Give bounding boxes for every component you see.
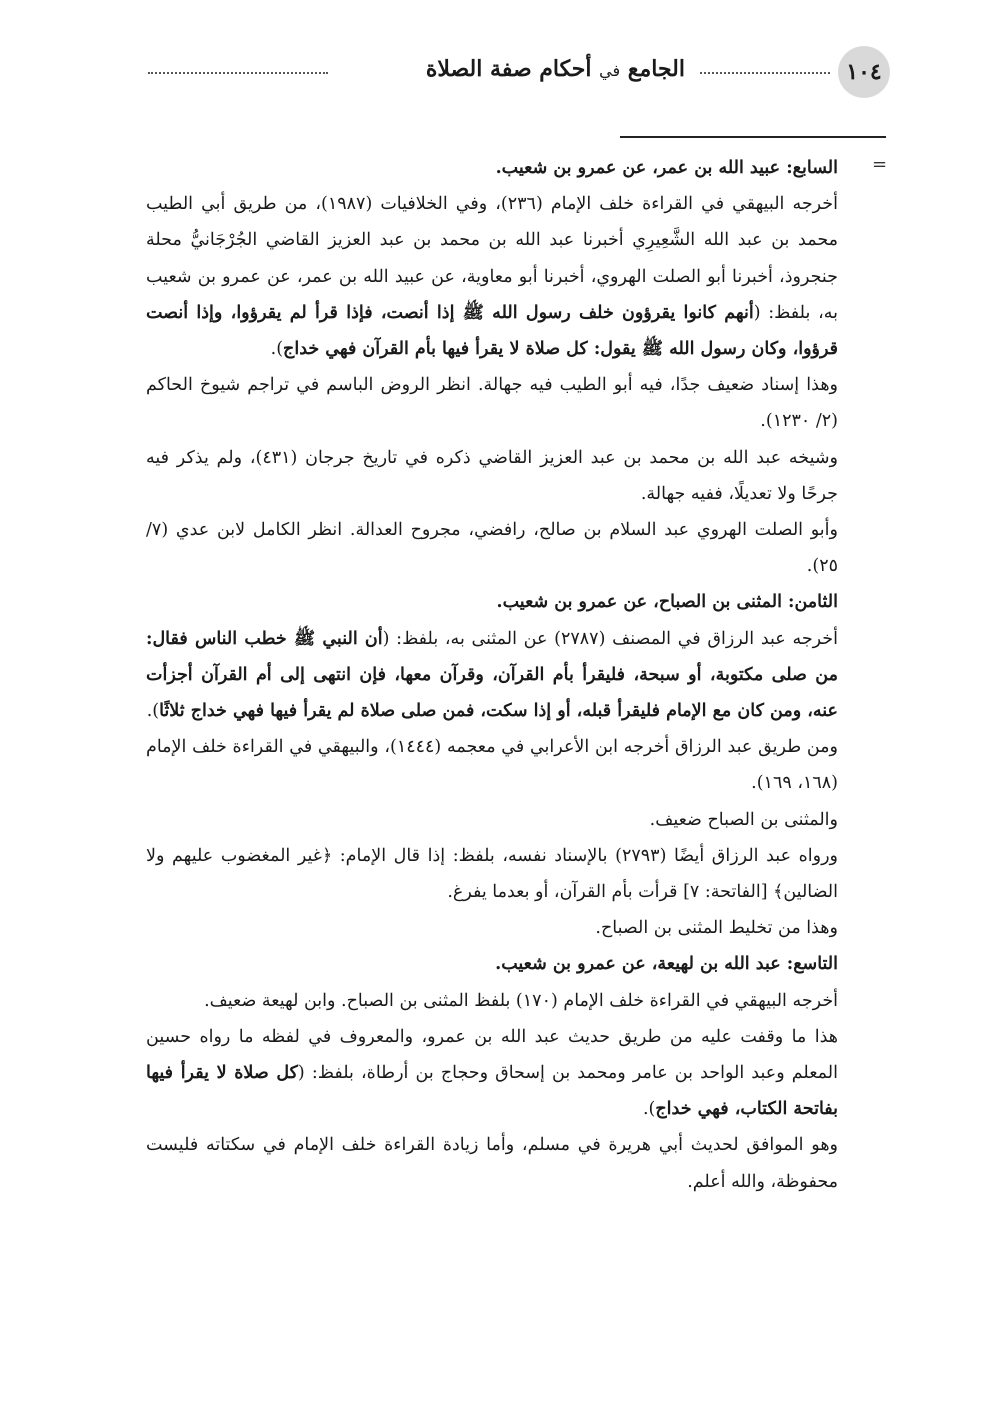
running-title-main: الجامع [620, 56, 685, 82]
section-heading-ninth: التاسع: عبد الله بن لهيعة، عن عمرو بن شعيب. [495, 954, 838, 975]
running-title [426, 56, 685, 82]
paragraph: وهذا إسناد ضعيف جدًا، فيه أبو الطيب فيه جهالة. انظر الروض الباسم في تراجم شيوخ الحاكم (٢/ ١٢٣٠). [146, 375, 838, 432]
running-header [140, 46, 890, 98]
footnote-continuation-mark: = [872, 154, 888, 175]
paragraph: أخرجه البيهقي في القراءة خلف الإمام (١٧٠) بلفظ المثنى بن الصباح. وابن لهيعة ضعيف. [204, 990, 838, 1011]
page-number: ١٠٤ [838, 46, 890, 98]
text-run: ). [146, 701, 160, 722]
paragraph: وشيخه عبد الله بن محمد بن عبد العزيز القاضي ذكره في تاريخ جرجان (٤٣١)، ولم يذكر فيه جرحًا ولا تعديلًا، ففيه جهالة. [146, 447, 838, 504]
running-title-rest: أحكام صفة الصلاة [425, 56, 600, 82]
hadith-quote: أن النبي ﷺ خطب الناس فقال: من صلى مكتوبة، أو سبحة، فليقرأ بأم القرآن، وقرآن معها، فإن انتهى إلى أم القرآن أجزأت عنه، ومن كان مع الإمام فليقرأ قبله، أو إذا سكت، فمن صلى صلاة لم يقرأ فيها فهي خداج ثلاثًا [146, 628, 838, 722]
paragraph [146, 621, 838, 730]
paragraph: ورواه عبد الرزاق أيضًا (٢٧٩٣) بالإسناد نفسه، بلفظ: إذا قال الإمام: ﴿غير المغضوب عليهم ولا الضالين﴾ [الفاتحة: ٧] قرأت بأم القرآن، أو بعدما يفرغ. [146, 845, 838, 903]
running-title-preposition: في [599, 61, 621, 80]
footnote-separator [620, 136, 886, 138]
text-run: ). [642, 1099, 656, 1120]
footnote-body [146, 150, 838, 1200]
hadith-quote: كل صلاة لا يقرأ فيها بفاتحة الكتاب، فهي خداج [146, 1063, 838, 1120]
paragraph: وهو الموافق لحديث أبي هريرة في مسلم، وأما زيادة القراءة خلف الإمام في سكتاته فليست محفوظة، والله أعلم. [146, 1135, 838, 1192]
hadith-quote: أنهم كانوا يقرؤون خلف رسول الله ﷺ إذا أنصت، فإذا قرأ لم يقرؤوا، وإذا أنصت قرؤوا، وكان رسول الله ﷺ يقول: كل صلاة لا يقرأ فيها بأم القرآن فهي خداج [146, 302, 838, 360]
text-run: هذا ما وقفت عليه من طريق حديث عبد الله بن عمرو، والمعروف في لفظه ما رواه حسين المعلم وعبد الواحد بن عامر ومحمد بن إسحاق وحجاج بن أرطاة، بلفظ: ( [146, 1026, 838, 1084]
paragraph: وهذا من تخليط المثنى بن الصباح. [595, 918, 838, 939]
section-heading-seventh: السابع: عبيد الله بن عمر، عن عمرو بن شعيب. [495, 158, 838, 178]
header-dotted-rule-left [148, 72, 328, 74]
paragraph: ومن طريق عبد الرزاق أخرجه ابن الأعرابي في معجمه (١٤٤٤)، والبيهقي في القراءة خلف الإمام (١٦٨، ١٦٩). [146, 737, 838, 794]
paragraph: وأبو الصلت الهروي عبد السلام بن صالح، رافضي، مجروح العدالة. انظر الكامل لابن عدي (٧/ ٢٥). [146, 520, 838, 577]
text-run: أخرجه عبد الرزاق في المصنف (٢٧٨٧) عن المثنى به، بلفظ: ( [382, 628, 838, 649]
section-heading-eighth: الثامن: المثنى بن الصباح، عن عمرو بن شعيب. [496, 592, 838, 613]
text-run: ). [270, 339, 284, 360]
paragraph: والمثنى بن الصباح ضعيف. [649, 809, 838, 830]
header-dotted-rule-right [700, 72, 830, 74]
paragraph [146, 186, 838, 367]
paragraph [146, 1019, 838, 1128]
text-run: أخرجه البيهقي في القراءة خلف الإمام (٢٣٦)، وفي الخلافيات (١٩٨٧)، من طريق أبي الطيب محمد بن عبد الله الشَّعِيرِي أخبرنا عبد الله بن محمد بن عبد العزيز القاضي الجُرْجَانيُّ محلة جنجروذ، أخبرنا أبو الصلت الهروي، أخبرنا أبو معاوية، عن عبيد الله بن عمر، عن عمرو بن شعيب به، بلفظ: ( [146, 194, 838, 323]
